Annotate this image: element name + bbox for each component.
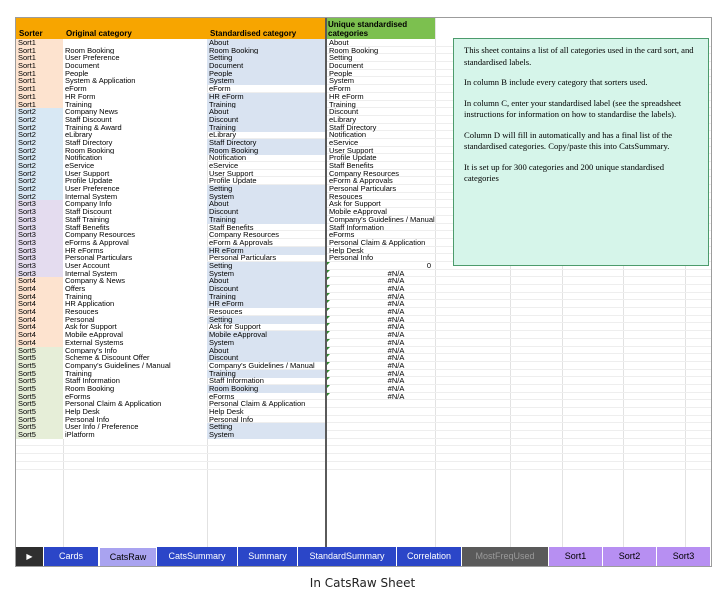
cell-unique-category[interactable]: eForm & Approvals (329, 177, 393, 186)
header-original-category[interactable]: Original category (63, 18, 207, 39)
cell-standardised-category[interactable]: Training (207, 124, 325, 132)
cell-standardised-category[interactable]: eService (209, 162, 239, 170)
cell-original-category[interactable]: HR eForms (63, 247, 207, 255)
cell-sorter[interactable]: Sort4 (16, 331, 63, 339)
cell-sorter[interactable]: Sort3 (16, 216, 63, 224)
cell-standardised-category[interactable]: Discount (207, 354, 325, 362)
cell-sorter[interactable]: Sort2 (16, 154, 63, 162)
cell-unique-category[interactable]: Company's Guidelines / Manual (329, 215, 435, 224)
cell-unique-category[interactable]: Help Desk (329, 246, 364, 255)
instructions-note[interactable] (453, 38, 709, 266)
cell-sorter[interactable]: Sort3 (16, 239, 63, 247)
cell-unique-category[interactable]: #N/A (387, 269, 405, 278)
header-row (16, 18, 711, 39)
note-paragraph: Column D will fill in automatically and has a final list of the standardised categories. Copy/paste this into CatsSummary. (464, 129, 673, 151)
cell-standardised-category[interactable]: Room Booking (207, 147, 325, 155)
table-row (16, 316, 711, 324)
cell-sorter[interactable]: Sort2 (16, 147, 63, 155)
cell-unique-category[interactable]: Personal Particulars (329, 185, 397, 194)
cell-original-category[interactable]: Staff Discount (63, 208, 207, 216)
cell-unique-category[interactable]: Personal Claim & Application (329, 238, 426, 247)
table-row (16, 277, 711, 285)
cell-original-category[interactable]: eLibrary (63, 131, 207, 139)
cell-unique-category[interactable]: #N/A (387, 338, 405, 347)
cell-unique-category[interactable]: #N/A (387, 277, 405, 286)
error-marker-icon (327, 354, 330, 357)
cell-unique-category[interactable]: Staff Benefits (329, 162, 374, 170)
note-paragraph: It is set up for 300 categories and 200 unique standardised categories (464, 161, 664, 183)
cell-unique-category[interactable]: #N/A (387, 392, 405, 401)
table-row (16, 293, 711, 301)
cell-standardised-category[interactable]: About (207, 200, 325, 208)
cell-original-category[interactable]: People (63, 70, 207, 78)
cell-standardised-category[interactable]: People (207, 70, 325, 78)
table-row (16, 377, 711, 385)
error-marker-icon (327, 385, 330, 388)
header-unique-categories[interactable]: Unique standardised categories (325, 18, 435, 39)
error-marker-icon (327, 308, 330, 311)
cell-original-category[interactable]: Room Booking (63, 385, 207, 393)
cell-unique-category[interactable]: 0 (426, 261, 431, 270)
table-row (16, 354, 711, 362)
cell-sorter[interactable]: Sort5 (16, 400, 63, 408)
cell-standardised-category[interactable]: Document (207, 62, 325, 70)
tab-cards[interactable]: Cards (44, 547, 99, 566)
cell-standardised-category[interactable]: Training (207, 216, 325, 224)
tab-summary[interactable]: Summary (238, 547, 298, 566)
cell-unique-category[interactable]: #N/A (387, 384, 405, 393)
spreadsheet-frame (15, 17, 712, 567)
cell-unique-category[interactable]: #N/A (387, 285, 405, 293)
cell-unique-category[interactable]: eLibrary (329, 115, 357, 124)
cell-sorter[interactable]: Sort4 (16, 285, 63, 293)
cell-standardised-category[interactable]: Setting (207, 185, 325, 193)
frozen-column-divider (325, 18, 327, 553)
cell-unique-category[interactable]: System (329, 77, 355, 86)
cell-original-category[interactable]: Personal Particulars (63, 254, 207, 262)
cell-standardised-category[interactable]: Room Booking (207, 47, 325, 55)
cell-original-category[interactable]: eForms (63, 393, 207, 401)
cell-sorter[interactable]: Sort2 (16, 177, 63, 185)
cell-sorter[interactable]: Sort3 (16, 270, 63, 278)
cell-original-category[interactable]: HR Form (63, 93, 207, 101)
cell-sorter[interactable]: Sort1 (16, 54, 63, 62)
cell-original-category[interactable]: Company News (63, 108, 207, 116)
tab-correlation[interactable]: Correlation (397, 547, 462, 566)
cell-original-category[interactable]: HR Application (63, 300, 207, 308)
cell-standardised-category[interactable]: Discount (207, 208, 325, 216)
cell-standardised-category[interactable]: eForms (209, 392, 235, 401)
cell-original-category[interactable]: Offers (63, 285, 207, 293)
cell-original-category[interactable]: External Systems (63, 339, 207, 347)
error-marker-icon (327, 270, 330, 273)
cell-sorter[interactable]: Sort4 (16, 316, 63, 324)
cell-unique-category[interactable]: HR eForm (329, 92, 364, 101)
table-row (16, 454, 711, 462)
table-row (16, 331, 711, 339)
cell-original-category[interactable]: Staff Discount (63, 116, 207, 124)
tab-sort2[interactable]: Sort2 (603, 547, 657, 566)
cell-standardised-category[interactable]: HR eForm (207, 93, 325, 101)
cell-unique-category[interactable]: Setting (329, 54, 353, 63)
cell-original-category[interactable]: Room Booking (63, 47, 207, 55)
cell-standardised-category[interactable]: About (207, 347, 325, 355)
cell-original-category[interactable]: User Info / Preference (63, 423, 207, 431)
error-marker-icon (327, 347, 330, 350)
cell-standardised-category[interactable]: eForm & Approvals (209, 238, 273, 247)
cell-standardised-category[interactable]: Company's Guidelines / Manual (209, 361, 315, 370)
cell-sorter[interactable]: Sort5 (16, 431, 63, 439)
cell-unique-category[interactable]: Profile Update (329, 154, 377, 163)
table-row (16, 462, 711, 470)
cell-sorter[interactable]: Sort3 (16, 224, 63, 232)
cell-sorter[interactable]: Sort5 (16, 393, 63, 401)
cell-standardised-category[interactable]: Personal Info (209, 415, 254, 424)
error-marker-icon (327, 377, 330, 380)
cell-unique-category[interactable]: Company Resources (329, 169, 400, 178)
cell-sorter[interactable]: Sort2 (16, 193, 63, 201)
cell-unique-category[interactable]: Staff Directory (329, 123, 377, 132)
cell-original-category[interactable]: Scheme & Discount Offer (63, 354, 207, 362)
error-marker-icon (327, 285, 330, 288)
cell-sorter[interactable]: Sort3 (16, 262, 63, 270)
error-marker-icon (327, 262, 330, 265)
cell-original-category[interactable]: eForm (63, 85, 207, 93)
sheet-tab-bar (16, 547, 711, 566)
cell-original-category[interactable]: Staff Training (63, 216, 207, 224)
cell-original-category[interactable]: Training & Award (63, 124, 207, 132)
cell-standardised-category[interactable]: Ask for Support (209, 323, 261, 332)
cell-standardised-category[interactable]: Help Desk (209, 408, 244, 416)
note-paragraph: This sheet contains a list of all categories used in the card sort, and standardised labels. (464, 45, 694, 67)
cell-standardised-category[interactable]: Setting (207, 316, 325, 324)
cell-original-category[interactable]: Document (63, 62, 207, 70)
error-marker-icon (327, 277, 330, 280)
cell-standardised-category[interactable]: eLibrary (209, 131, 237, 140)
table-row (16, 347, 711, 355)
cell-unique-category[interactable]: #N/A (387, 331, 405, 340)
cell-original-category[interactable]: User Account (63, 262, 207, 270)
cell-unique-category[interactable]: Mobile eApproval (329, 208, 387, 217)
cell-sorter[interactable]: Sort4 (16, 300, 63, 308)
cell-sorter[interactable]: Sort5 (16, 370, 63, 378)
cell-standardised-category[interactable]: Personal Particulars (209, 254, 277, 263)
cell-unique-category[interactable]: Resouces (329, 192, 363, 201)
cell-unique-category[interactable]: Document (329, 62, 364, 71)
cell-original-category[interactable]: Staff Information (63, 377, 207, 385)
cell-standardised-category[interactable]: HR eForm (207, 247, 325, 255)
cell-sorter[interactable]: Sort1 (16, 47, 63, 55)
cell-unique-category[interactable] (327, 462, 435, 470)
cell-sorter[interactable]: Sort3 (16, 208, 63, 216)
cell-standardised-category[interactable]: User Support (209, 169, 254, 178)
cell-sorter[interactable]: Sort2 (16, 162, 63, 170)
cell-standardised-category[interactable]: Discount (207, 285, 325, 293)
cell-original-category[interactable]: Internal System (63, 270, 207, 278)
cell-sorter[interactable]: Sort3 (16, 231, 63, 239)
cell-original-category[interactable]: Mobile eApproval (63, 331, 207, 339)
cell-sorter[interactable] (16, 462, 63, 470)
table-row (16, 270, 711, 278)
cell-unique-category[interactable]: Notification (329, 131, 367, 140)
cell-standardised-category[interactable]: eForm (209, 85, 231, 94)
cell-original-category[interactable]: Company's Guidelines / Manual (63, 362, 207, 370)
cell-standardised-category[interactable]: Mobile eApproval (207, 331, 325, 339)
cell-unique-category[interactable]: #N/A (387, 369, 405, 378)
table-row (16, 431, 711, 439)
cell-sorter[interactable]: Sort1 (16, 93, 63, 101)
cell-unique-category[interactable]: Personal Info (329, 254, 374, 263)
cell-sorter[interactable]: Sort5 (16, 347, 63, 355)
cell-original-category[interactable]: User Preference (63, 185, 207, 193)
tab-sort1[interactable]: Sort1 (549, 547, 603, 566)
cell-standardised-category[interactable]: Staff Information (209, 377, 264, 386)
cell-standardised-category[interactable]: About (207, 277, 325, 285)
cell-original-category[interactable]: Notification (63, 154, 207, 162)
cell-original-category[interactable]: Training (63, 101, 207, 109)
cell-original-category[interactable]: User Preference (63, 54, 207, 62)
cell-unique-category[interactable]: Ask for Support (329, 200, 381, 209)
note-paragraph: In column C, enter your standardised label (see the spreadsheet instructions for information on how to standardise the labels). (464, 97, 682, 119)
cell-sorter[interactable]: Sort2 (16, 108, 63, 116)
table-row (16, 439, 711, 447)
cell-sorter[interactable]: Sort4 (16, 293, 63, 301)
cell-original-category[interactable]: Internal System (63, 193, 207, 201)
cell-sorter[interactable]: Sort3 (16, 200, 63, 208)
cell-sorter[interactable]: Sort2 (16, 124, 63, 132)
cell-standardised-category[interactable]: Training (207, 101, 325, 109)
cell-standardised-category[interactable]: Resouces (209, 308, 243, 317)
error-marker-icon (327, 370, 330, 373)
cell-unique-category[interactable]: eService (329, 138, 359, 147)
cell-standardised-category[interactable]: System (207, 339, 325, 347)
cell-sorter[interactable]: Sort5 (16, 377, 63, 385)
cell-standardised-category[interactable]: System (207, 193, 325, 201)
error-marker-icon (327, 339, 330, 342)
cell-standardised-category[interactable]: HR eForm (207, 300, 325, 308)
cell-original-category[interactable]: iPlatform (63, 431, 207, 439)
cell-original-category[interactable]: Staff Benefits (63, 224, 207, 232)
cell-sorter[interactable]: Sort2 (16, 116, 63, 124)
error-marker-icon (327, 362, 330, 365)
cell-unique-category[interactable]: User Support (329, 146, 374, 155)
cell-original-category[interactable]: Company Info (63, 200, 207, 208)
cell-standardised-category[interactable]: System (207, 77, 325, 85)
table-row (16, 385, 711, 393)
table-row (16, 323, 711, 331)
cell-standardised-category[interactable]: Notification (209, 154, 247, 163)
tab-sort3[interactable]: Sort3 (657, 547, 711, 566)
error-marker-icon (327, 323, 330, 326)
cell-standardised-category[interactable]: Training (207, 293, 325, 301)
error-marker-icon (327, 331, 330, 334)
cell-sorter[interactable]: Sort3 (16, 254, 63, 262)
cell-original-category[interactable]: eForms & Approval (63, 239, 207, 247)
cell-standardised-category[interactable]: Discount (207, 116, 325, 124)
cell-sorter[interactable]: Sort4 (16, 308, 63, 316)
cell-standardised-category[interactable]: System (207, 270, 325, 278)
error-marker-icon (327, 293, 330, 296)
cell-unique-category[interactable]: People (329, 69, 353, 78)
cell-sorter[interactable]: Sort5 (16, 416, 63, 424)
cell-original-category[interactable]: Company Resources (63, 231, 207, 239)
cell-unique-category[interactable]: #N/A (387, 315, 405, 324)
note-paragraph: In column B include every category that sorters used. (464, 77, 648, 87)
cell-sorter[interactable]: Sort2 (16, 139, 63, 147)
cell-standardised-category[interactable]: System (207, 431, 325, 439)
cell-sorter[interactable]: Sort1 (16, 77, 63, 85)
cell-standardised-category[interactable]: Training (207, 370, 325, 378)
cell-original-category[interactable]: Staff Directory (63, 139, 207, 147)
play-arrow-icon[interactable]: ▶ (16, 547, 44, 566)
cell-standardised-category[interactable]: Profile Update (209, 177, 257, 186)
error-marker-icon (327, 300, 330, 303)
cell-unique-category[interactable]: Training (329, 100, 356, 109)
cell-unique-category[interactable]: #N/A (387, 308, 405, 317)
cell-standardised-category[interactable]: Room Booking (207, 385, 325, 393)
cell-original-category[interactable]: Room Booking (63, 147, 207, 155)
cell-unique-category[interactable]: About (329, 39, 349, 47)
cell-original-category[interactable]: eService (63, 162, 207, 170)
header-sorter[interactable]: Sorter (16, 18, 63, 39)
cell-unique-category[interactable]: #N/A (387, 292, 405, 301)
cell-sorter[interactable]: Sort1 (16, 101, 63, 109)
cell-unique-category[interactable]: Discount (329, 108, 359, 117)
cell-sorter[interactable]: Sort3 (16, 247, 63, 255)
cell-unique-category[interactable]: #N/A (387, 354, 405, 363)
header-empty-cells[interactable] (435, 18, 711, 39)
cell-original-category[interactable]: Profile Update (63, 177, 207, 185)
cell-sorter[interactable]: Sort5 (16, 362, 63, 370)
cell-original-category[interactable]: Company's Info (63, 347, 207, 355)
cell-sorter[interactable]: Sort5 (16, 423, 63, 431)
cell-original-category[interactable]: Training (63, 293, 207, 301)
table-row (16, 408, 711, 416)
header-standardised-category[interactable]: Standardised category (207, 18, 325, 39)
cell-original-category[interactable]: Ask for Support (63, 323, 207, 331)
cell-unique-category[interactable]: #N/A (387, 346, 405, 355)
cell-unique-category[interactable]: Room Booking (329, 46, 379, 55)
cell-unique-category[interactable]: eForms (329, 231, 355, 240)
cell-original-category[interactable]: Training (63, 370, 207, 378)
cell-original-category[interactable]: Personal (63, 316, 207, 324)
cell-unique-category[interactable]: Staff Information (329, 223, 384, 232)
cell-original-category[interactable]: System & Application (63, 77, 207, 85)
cell-sorter[interactable]: Sort2 (16, 185, 63, 193)
cell-sorter[interactable]: Sort1 (16, 70, 63, 78)
cell-unique-category[interactable]: #N/A (387, 300, 405, 309)
cell-sorter[interactable]: Sort5 (16, 385, 63, 393)
table-row (16, 370, 711, 378)
cell-original-category[interactable]: Personal Claim & Application (63, 400, 207, 408)
cell-unique-category[interactable]: #N/A (387, 377, 405, 386)
cell-standardised-category[interactable] (207, 462, 325, 470)
cell-original-category[interactable] (63, 462, 207, 470)
cell-standardised-category[interactable]: About (207, 39, 325, 47)
table-row (16, 423, 711, 431)
tab-catssummary[interactable]: CatsSummary (157, 547, 238, 566)
cell-sorter[interactable]: Sort5 (16, 354, 63, 362)
cell-original-category[interactable]: Help Desk (63, 408, 207, 416)
cell-unique-category[interactable]: #N/A (387, 361, 405, 370)
cell-original-category[interactable]: Personal Info (63, 416, 207, 424)
table-row (16, 446, 711, 454)
cell-standardised-category[interactable]: Setting (207, 54, 325, 62)
cell-original-category[interactable]: Resouces (63, 308, 207, 316)
cell-sorter[interactable]: Sort5 (16, 408, 63, 416)
cell-sorter[interactable]: Sort4 (16, 323, 63, 331)
cell-standardised-category[interactable]: Personal Claim & Application (209, 400, 306, 409)
cell-original-category[interactable]: Company & News (63, 277, 207, 285)
table-row (16, 416, 711, 424)
cell-sorter[interactable]: Sort4 (16, 339, 63, 347)
cell-sorter[interactable]: Sort2 (16, 170, 63, 178)
cell-unique-category[interactable]: eForm (329, 85, 351, 94)
error-marker-icon (327, 393, 330, 396)
table-row (16, 339, 711, 347)
tab-mostfreqused[interactable]: MostFreqUsed (462, 547, 549, 566)
table-row (16, 400, 711, 408)
cell-sorter[interactable]: Sort4 (16, 277, 63, 285)
cell-sorter[interactable]: Sort2 (16, 131, 63, 139)
cell-sorter[interactable]: Sort1 (16, 39, 63, 47)
table-row (16, 285, 711, 293)
error-marker-icon (327, 316, 330, 319)
table-row (16, 308, 711, 316)
caption: In CatsRaw Sheet (309, 576, 416, 590)
cell-sorter[interactable]: Sort1 (16, 62, 63, 70)
cell-standardised-category[interactable]: Staff Benefits (209, 223, 254, 232)
cell-original-category[interactable]: User Support (63, 170, 207, 178)
cell-standardised-category[interactable]: Company Resources (209, 231, 280, 240)
tab-catsraw[interactable]: CatsRaw (99, 547, 157, 566)
table-row (16, 393, 711, 401)
cell-standardised-category[interactable]: Setting (207, 262, 325, 270)
cell-standardised-category[interactable]: About (207, 108, 325, 116)
tab-standardsummary[interactable]: StandardSummary (298, 547, 397, 566)
table-row (16, 362, 711, 370)
cell-standardised-category[interactable]: Setting (207, 423, 325, 431)
cell-sorter[interactable]: Sort1 (16, 85, 63, 93)
cell-unique-category[interactable]: #N/A (387, 323, 405, 332)
cell-standardised-category[interactable]: Staff Directory (207, 139, 325, 147)
table-row (16, 300, 711, 308)
